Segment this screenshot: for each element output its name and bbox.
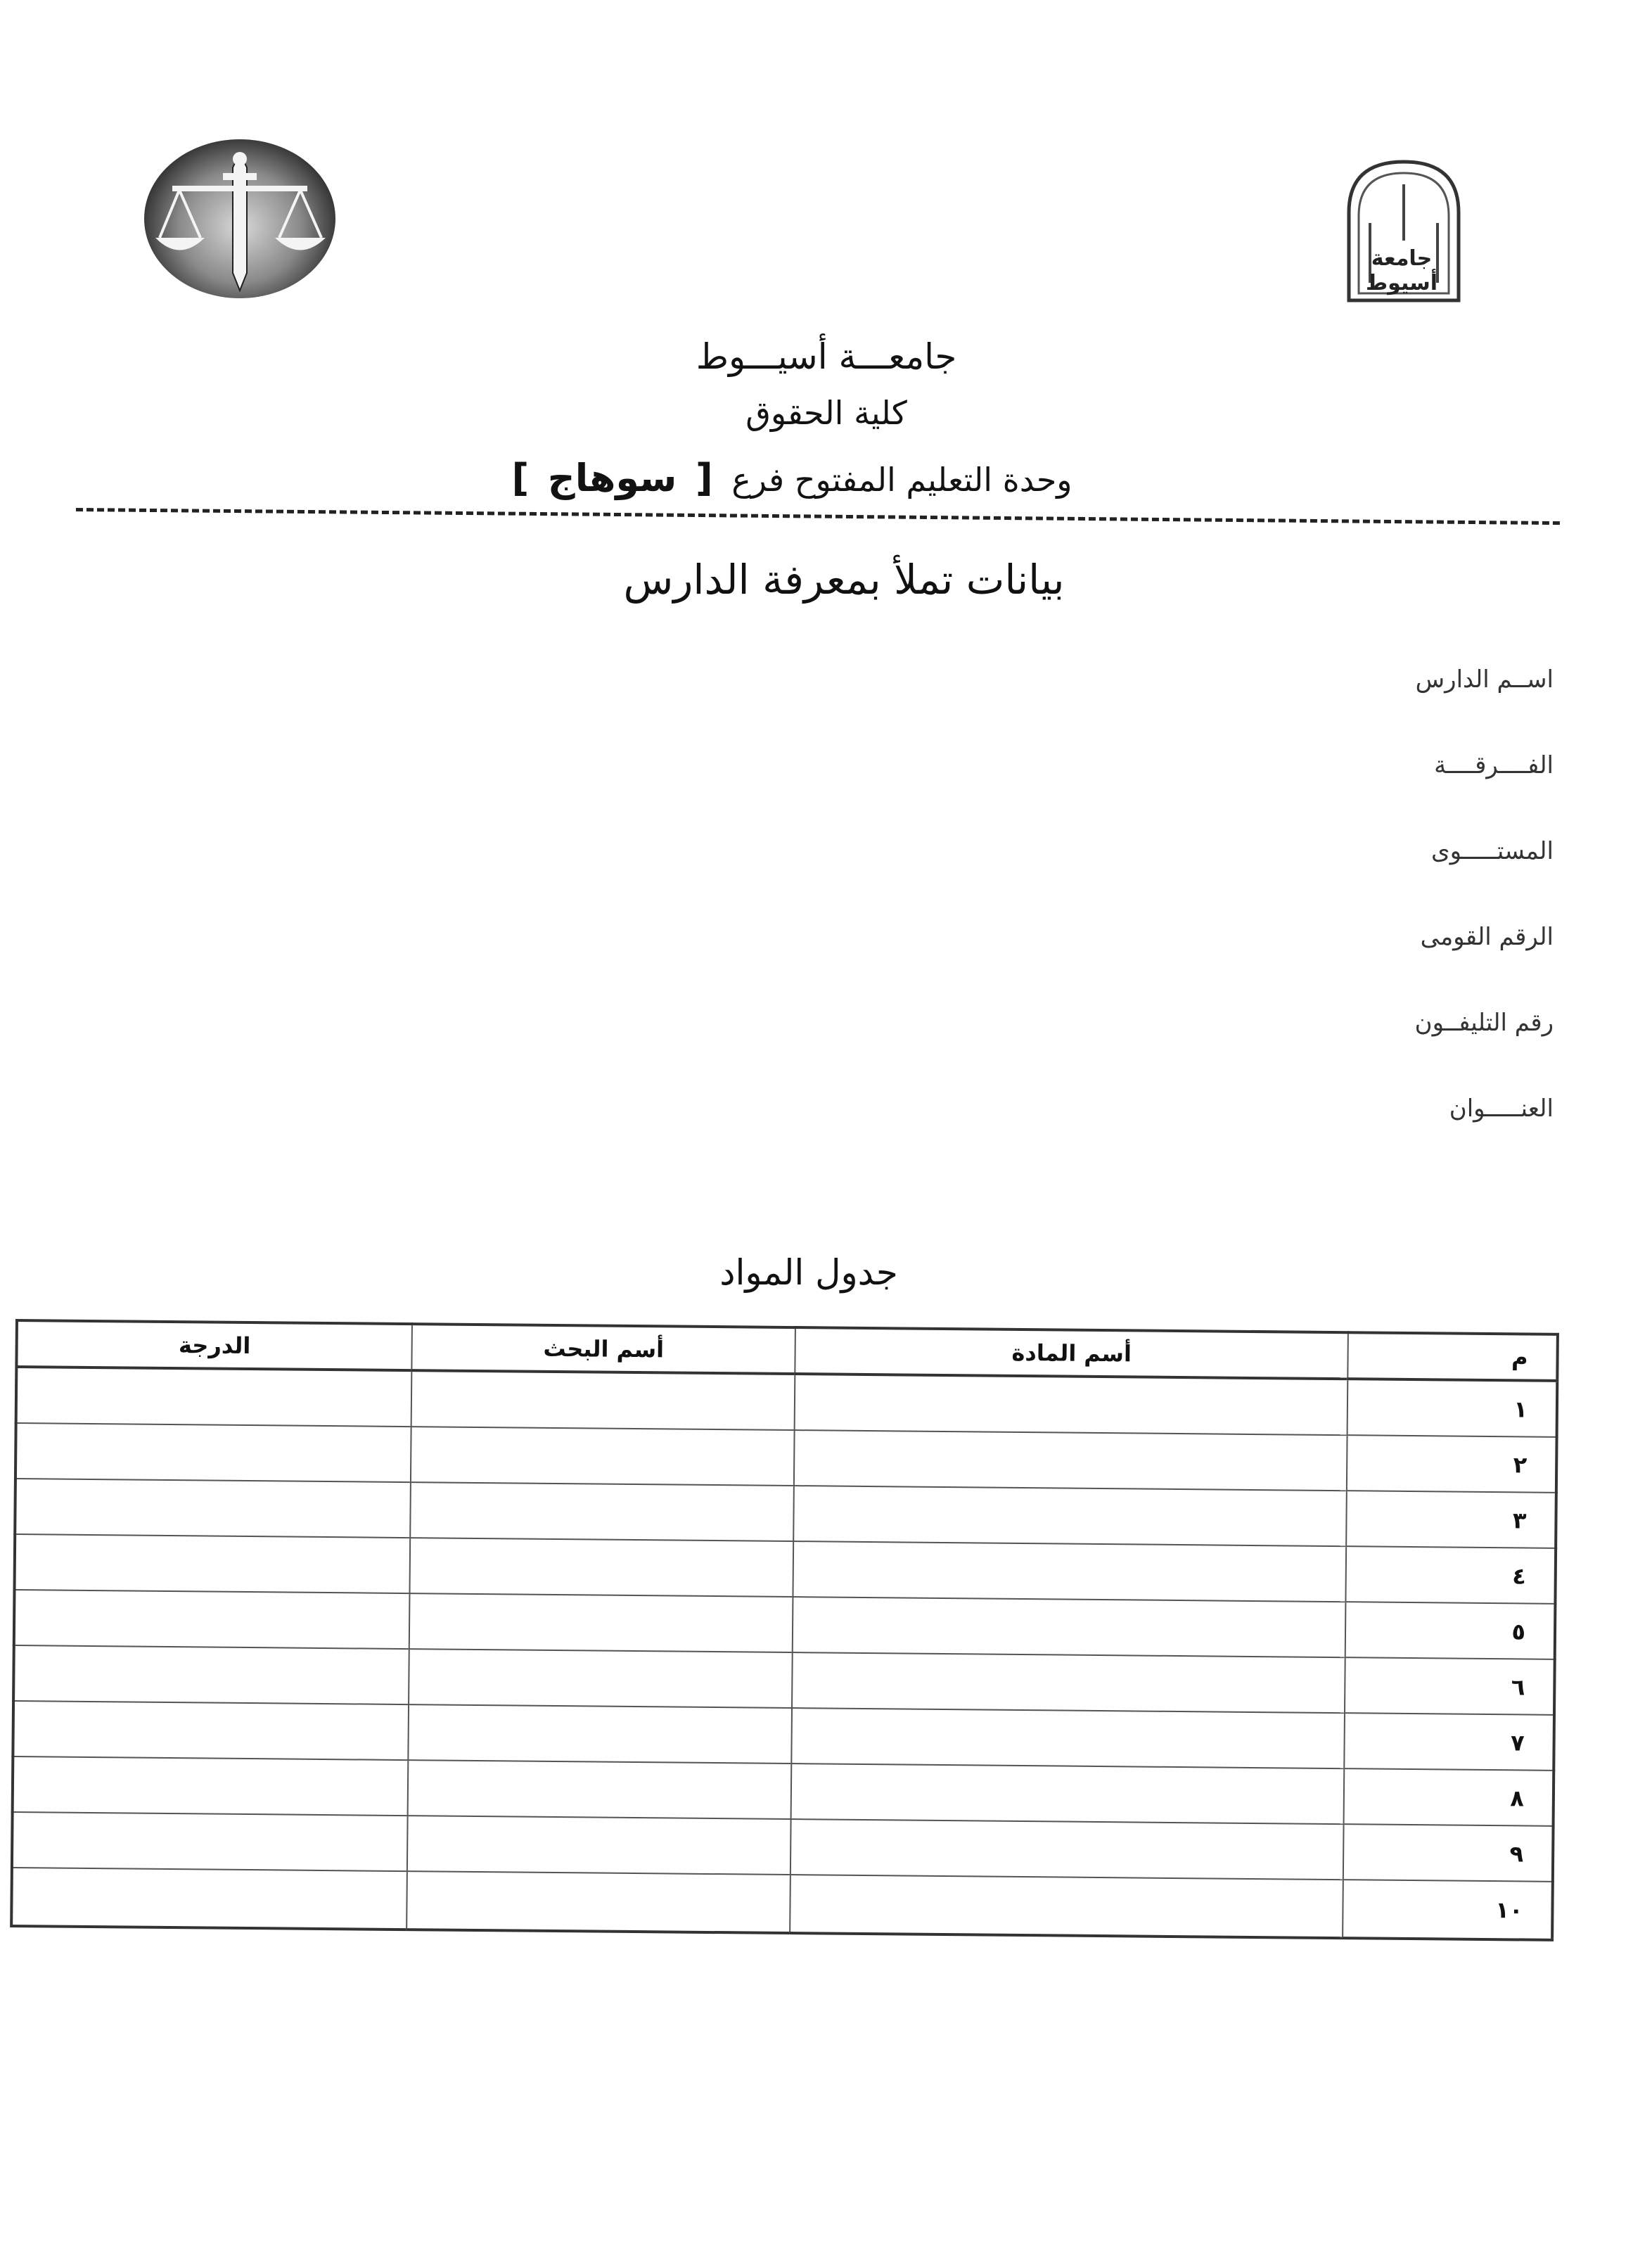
- subjects-table: [10, 1319, 1559, 1941]
- field-level: المستـــــوى: [1430, 837, 1554, 865]
- open-learning-unit: [436, 456, 1139, 500]
- subject-cell[interactable]: [793, 1486, 1346, 1546]
- branch-close-bracket: ]: [511, 456, 530, 500]
- row-number: ٨: [1343, 1768, 1554, 1826]
- university-name: جامعـــة أسيـــوط: [696, 336, 957, 377]
- grade-cell[interactable]: [11, 1868, 407, 1930]
- field-national-id: الرقم القومى: [1420, 923, 1554, 951]
- header-research: أسم البحث: [411, 1324, 795, 1374]
- research-cell[interactable]: [407, 1816, 791, 1875]
- justice-scales-logo: [144, 139, 335, 298]
- grade-cell[interactable]: [15, 1423, 411, 1482]
- subject-cell[interactable]: [791, 1764, 1344, 1824]
- header-grade: الدرجة: [16, 1320, 412, 1370]
- research-cell[interactable]: [411, 1427, 795, 1486]
- research-cell[interactable]: [408, 1704, 792, 1764]
- university-logo: [1342, 156, 1466, 304]
- scales-icon: [144, 139, 335, 298]
- row-number: ١: [1347, 1379, 1558, 1437]
- subjects-table-title: جدول المواد: [719, 1252, 898, 1293]
- subject-cell[interactable]: [794, 1430, 1347, 1491]
- research-cell[interactable]: [410, 1482, 794, 1541]
- subject-cell[interactable]: [793, 1541, 1346, 1602]
- row-number: ٢: [1347, 1435, 1557, 1493]
- subject-cell[interactable]: [793, 1597, 1345, 1657]
- research-cell[interactable]: [409, 1649, 793, 1708]
- branch-open-bracket: [: [696, 456, 713, 500]
- row-number: ٣: [1346, 1491, 1556, 1548]
- field-address: العنـــــوان: [1449, 1095, 1554, 1123]
- research-cell[interactable]: [411, 1370, 795, 1430]
- subject-cell[interactable]: [790, 1819, 1343, 1880]
- row-number: ٥: [1345, 1602, 1556, 1659]
- grade-cell[interactable]: [13, 1756, 409, 1816]
- row-number: ٤: [1345, 1546, 1556, 1604]
- dashed-divider: [76, 508, 1560, 525]
- research-cell[interactable]: [409, 1538, 793, 1597]
- grade-cell[interactable]: [14, 1590, 410, 1649]
- row-number: ١٠: [1343, 1880, 1553, 1940]
- grade-cell[interactable]: [12, 1812, 408, 1871]
- form-title: بيانات تملأ بمعرفة الدارس: [623, 556, 1065, 604]
- branch-name: سوهاج: [547, 456, 677, 500]
- subject-cell[interactable]: [792, 1652, 1345, 1713]
- header-num: م: [1347, 1332, 1558, 1381]
- field-student-name: اســم الدارس: [1415, 665, 1554, 694]
- grade-cell[interactable]: [15, 1479, 411, 1538]
- unit-prefix: وحدة التعليم المفتوح فرع: [731, 461, 1072, 499]
- grade-cell[interactable]: [13, 1645, 409, 1704]
- subject-cell[interactable]: [792, 1708, 1345, 1768]
- field-year: الفــــرقــــة: [1434, 751, 1554, 779]
- row-number: ٩: [1343, 1824, 1554, 1882]
- row-number: ٦: [1345, 1657, 1555, 1715]
- field-phone: رقم التليفــون: [1414, 1009, 1554, 1037]
- research-cell[interactable]: [408, 1760, 792, 1819]
- row-number: ٧: [1344, 1713, 1554, 1771]
- research-cell[interactable]: [409, 1593, 793, 1652]
- grade-cell[interactable]: [13, 1701, 409, 1760]
- logo-wordmark: جامعة أسيوط: [1366, 246, 1438, 295]
- grade-cell[interactable]: [15, 1534, 411, 1593]
- subjects-table-wrapper: [10, 1319, 1559, 1941]
- grade-cell[interactable]: [16, 1367, 412, 1427]
- subject-cell[interactable]: [795, 1374, 1347, 1435]
- research-cell[interactable]: [406, 1871, 790, 1933]
- faculty-name: كلية الحقوق: [745, 394, 907, 432]
- subject-cell[interactable]: [790, 1875, 1343, 1938]
- header-subject: أسم المادة: [795, 1327, 1348, 1379]
